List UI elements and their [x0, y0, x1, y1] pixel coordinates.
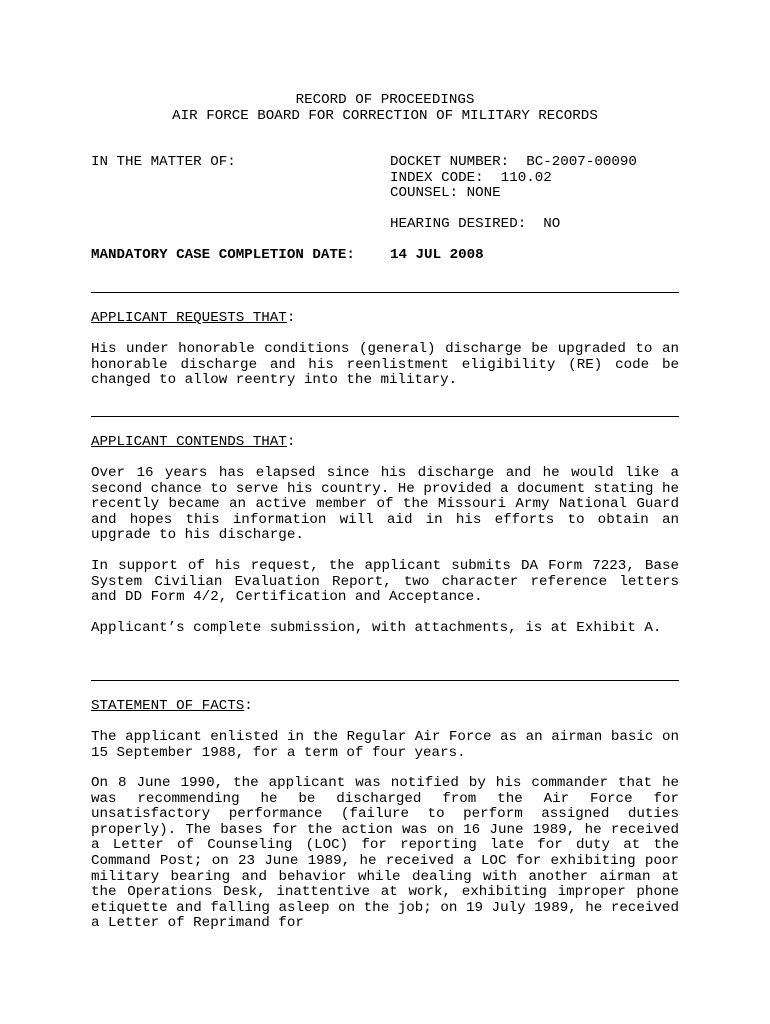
contends-paragraph-1: Over 16 years has elapsed since his discharge and he would like a second chance to serve his country. He provided a document stating he recently became an active member of the Missouri Army National Guard and hopes this information will aid in his efforts to obtain an upgrade to his discharge.	[91, 465, 679, 544]
board-name: AIR FORCE BOARD FOR CORRECTION OF MILITARY RECORDS	[172, 108, 598, 124]
contends-paragraph-2: In support of his request, the applicant submits DA Form 7223, Base System Civilian Evaluation Report, two character reference letters and DD Form 4/2, Certification and Acceptance.	[91, 558, 679, 606]
document-title: RECORD OF PROCEEDINGS	[295, 92, 475, 108]
heading-colon: :	[244, 698, 253, 714]
contends-heading: APPLICANT CONTENDS THAT	[91, 434, 287, 450]
mandatory-date-label: MANDATORY CASE COMPLETION DATE:	[91, 247, 355, 263]
heading-colon: :	[286, 310, 296, 326]
docket-number: DOCKET NUMBER: BC-2007-00090	[390, 154, 637, 170]
section-divider	[91, 680, 679, 681]
requests-text: His under honorable conditions (general) discharge be upgraded to an honorable discharge and his reenlistment eligibility (RE) code be changed to allow reentry into the military.	[91, 341, 679, 389]
facts-paragraph-2: On 8 June 1990, the applicant was notified by his commander that he was recommending he be discharged from the Air Force for unsatisfactory performance (failure to perform assigned duties properly). The bases for the action was on 16 June 1989, he received a Letter of Counseling (LOC) for reporting late for duty at the Command Post; on 23 June 1989, he received a LOC for exhibiting poor military bearing and behavior while dealing with another airman at the Operations Desk, inattentive at work, exhibiting improper phone etiquette and falling asleep on the job; on 19 July 1989, he received a Letter of Reprimand for	[91, 775, 679, 932]
contends-paragraph-3: Applicant’s complete submission, with attachments, is at Exhibit A.	[91, 620, 662, 636]
index-code: INDEX CODE: 110.02	[390, 170, 552, 186]
matter-label: IN THE MATTER OF:	[91, 154, 236, 170]
section-divider	[91, 416, 679, 417]
mandatory-date: 14 JUL 2008	[390, 247, 484, 263]
contends-heading-line	[91, 435, 295, 451]
heading-colon: :	[286, 434, 296, 450]
facts-paragraph-1: The applicant enlisted in the Regular Air Force as an airman basic on 15 September 1988, for a term of four years.	[91, 729, 679, 761]
requests-heading: APPLICANT REQUESTS THAT	[91, 310, 287, 326]
facts-heading: STATEMENT OF FACTS	[91, 698, 245, 714]
facts-heading-line	[91, 699, 253, 715]
requests-heading-line	[91, 311, 295, 327]
section-divider	[91, 292, 679, 293]
counsel: COUNSEL: NONE	[390, 185, 501, 201]
hearing-desired: HEARING DESIRED: NO	[390, 216, 561, 232]
